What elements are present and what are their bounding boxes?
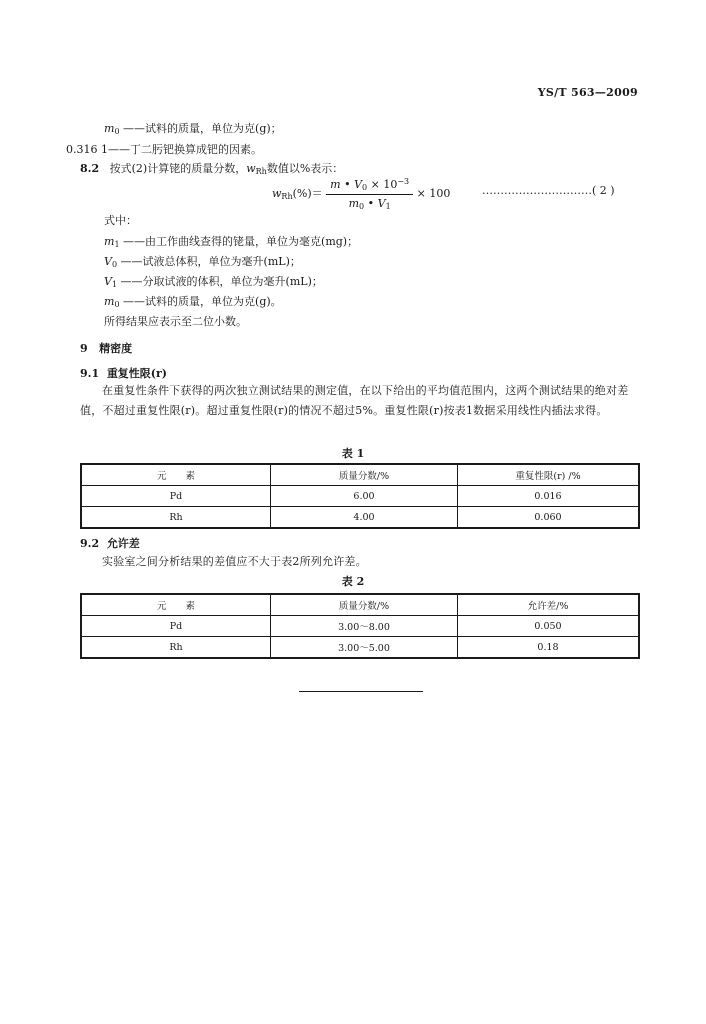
table-cell: 0.016 xyxy=(458,486,640,507)
definition-m1: $m_1$ ——由工作曲线查得的铑量，单位为毫克(mg)； xyxy=(104,235,359,249)
end-of-document-rule xyxy=(299,691,423,692)
table-cell: Pd xyxy=(81,616,271,637)
formula-numerator: m • $V_0 \times 10^{-3}$ xyxy=(326,177,413,195)
formula-denominator: $m_0$ • $V_1$ xyxy=(348,197,391,211)
table-row xyxy=(81,507,639,529)
table-header-row xyxy=(81,594,639,616)
table-cell: Rh xyxy=(81,637,271,659)
table-2-caption: 表 2 xyxy=(341,575,365,588)
definition-m0-top: $m_0$ ——试料的质量，单位为克(g)； xyxy=(104,122,282,136)
formula-fraction xyxy=(326,177,413,211)
section-9-2-paragraph: 实验室之间分析结果的差值应不大于表2所列允许差。 xyxy=(102,555,367,568)
table-row xyxy=(81,616,639,637)
table-header-cell: 质量分数/% xyxy=(271,464,458,486)
table-cell: 0.050 xyxy=(458,616,640,637)
section-9-2-heading: 9.2 允许差 xyxy=(80,537,140,550)
table-cell: 3.00～8.00 xyxy=(271,616,458,637)
definition-v1: $V_1$ ——分取试液的体积，单位为毫升(mL)； xyxy=(104,275,323,289)
definition-v0: $V_0$ ——试液总体积，单位为毫升(mL)； xyxy=(104,255,301,269)
table-cell: 0.060 xyxy=(458,507,640,529)
table-1 xyxy=(80,463,640,529)
table-header-cell: 元 素 xyxy=(81,594,271,616)
table-cell: 3.00～5.00 xyxy=(271,637,458,659)
table-header-cell: 允许差/% xyxy=(458,594,640,616)
formula-2: $w_{Rh}(\%)=$ $\frac{m • V_0 \times 10^{-3}}{m_0 • V_1}$ × 100 xyxy=(272,177,451,211)
table-cell: 4.00 xyxy=(271,507,458,529)
section-9-1-heading: 9.1 重复性限(r) xyxy=(80,367,168,380)
standard-number: YS/T 563—2009 xyxy=(537,86,638,99)
table-header-cell: 重复性限(r) /% xyxy=(458,464,640,486)
section-8-2-intro: 8.2 按式(2)计算铑的质量分数，$w_{Rh}$数值以%表示： xyxy=(80,162,344,176)
table-row xyxy=(81,637,639,659)
table-2 xyxy=(80,593,640,659)
table-1-caption: 表 1 xyxy=(341,447,365,460)
table-header-cell: 质量分数/% xyxy=(271,594,458,616)
equation-label: …………………………( 2 ) xyxy=(482,184,615,197)
table-header-row xyxy=(81,464,639,486)
where-label: 式中： xyxy=(104,214,137,227)
table-cell: Pd xyxy=(81,486,271,507)
section-9-1-paragraph: 在重复性条件下获得的两次独立测试结果的测定值，在以下给出的平均值范围内，这两个测试结果的绝对差值，不超过重复性限(r)。超过重复性限(r)的情况不超过5%。重复性限(r)按表1数据采用线性内插法求得。 xyxy=(80,384,629,417)
table-cell: 6.00 xyxy=(271,486,458,507)
table-row xyxy=(81,486,639,507)
result-note: 所得结果应表示至二位小数。 xyxy=(104,315,247,328)
section-number: 8.2 xyxy=(80,162,100,175)
section-9-heading: 9 精密度 xyxy=(80,342,133,355)
table-cell: Rh xyxy=(81,507,271,529)
definition-m0: $m_0$ ——试料的质量，单位为克(g)。 xyxy=(104,295,282,309)
table-cell: 0.18 xyxy=(458,637,640,659)
definition-factor: 0.316 1——丁二肟钯换算成钯的因素。 xyxy=(66,143,262,156)
table-header-cell: 元 素 xyxy=(81,464,271,486)
